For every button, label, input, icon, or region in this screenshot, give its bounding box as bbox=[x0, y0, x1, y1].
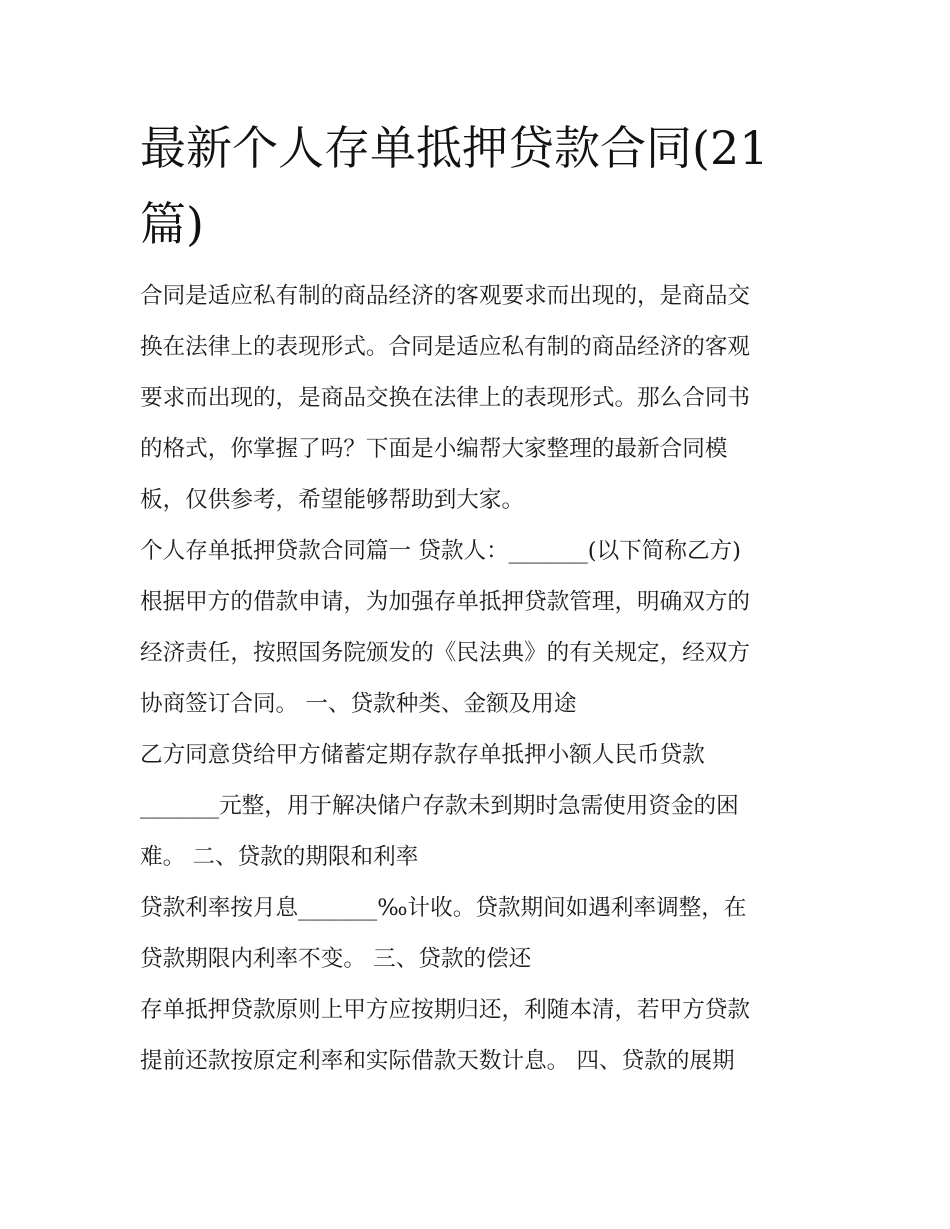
paragraph-repayment bbox=[140, 985, 820, 1087]
paragraph-interest-rate bbox=[140, 883, 820, 985]
text-line: 乙方同意贷给甲方储蓄定期存款存单抵押小额人民币贷款 bbox=[140, 742, 705, 768]
text-line: 提前还款按原定利率和实际借款天数计息。 四、贷款的展期 bbox=[140, 1048, 735, 1074]
text-line: 合同是适应私有制的商品经济的客观要求而出现的，是商品交 bbox=[140, 283, 751, 309]
title-line: 篇) bbox=[140, 197, 204, 251]
text-line: 协商签订合同。 一、贷款种类、金额及用途 bbox=[140, 691, 577, 717]
paragraph-loan-amount bbox=[140, 730, 820, 883]
text-line: 存单抵押贷款原则上甲方应按期归还，利随本清，若甲方贷款 bbox=[140, 997, 751, 1023]
text-line: 难。 二、贷款的期限和利率 bbox=[140, 844, 419, 870]
text-line: 贷款期限内利率不变。 三、贷款的偿还 bbox=[140, 946, 532, 972]
paragraph-contract-part-1 bbox=[140, 526, 820, 730]
document-body bbox=[140, 271, 820, 1087]
document-title bbox=[140, 110, 820, 262]
title-line: 最新个人存单抵押贷款合同(21 bbox=[140, 121, 769, 175]
text-line: 换在法律上的表现形式。合同是适应私有制的商品经济的客观 bbox=[140, 334, 751, 360]
text-line: 板，仅供参考，希望能够帮助到大家。 bbox=[140, 487, 525, 513]
paragraph-intro bbox=[140, 271, 820, 526]
text-line: 的格式，你掌握了吗？下面是小编帮大家整理的最新合同模 bbox=[140, 436, 728, 462]
text-line: _______元整，用于解决储户存款未到期时急需使用资金的困 bbox=[140, 793, 739, 819]
text-line: 根据甲方的借款申请，为加强存单抵押贷款管理，明确双方的 bbox=[140, 589, 751, 615]
text-line: 个人存单抵押贷款合同篇一 贷款人：_______(以下简称乙方) bbox=[140, 538, 741, 564]
text-line: 要求而出现的，是商品交换在法律上的表现形式。那么合同书 bbox=[140, 385, 751, 411]
text-line: 贷款利率按月息_______‰计收。贷款期间如遇利率调整，在 bbox=[140, 895, 747, 921]
text-line: 经济责任，按照国务院颁发的《民法典》的有关规定，经双方 bbox=[140, 640, 751, 666]
